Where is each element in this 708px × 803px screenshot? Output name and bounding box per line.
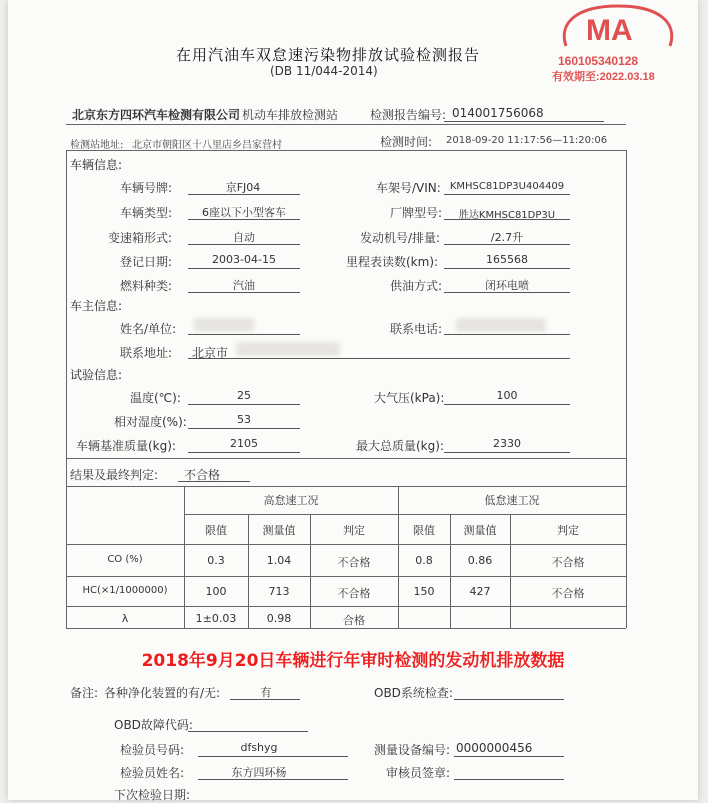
odometer-value: 165568 xyxy=(486,253,528,266)
report-standard: (DB 11/044-2014) xyxy=(270,64,378,78)
base-mass-value: 2105 xyxy=(230,437,258,450)
reviewer-label: 审核员签章: xyxy=(386,766,451,780)
test-time: 2018-09-20 11:17:56—11:20:06 xyxy=(446,135,608,146)
low-limit-header: 限值 xyxy=(413,524,435,537)
pressure-label: 大气压(kPa): xyxy=(374,391,445,405)
high-idle-header: 高怠速工况 xyxy=(263,494,319,507)
redacted-name xyxy=(194,318,254,332)
max-mass-value: 2330 xyxy=(493,437,521,450)
test-section-title: 试验信息: xyxy=(70,368,123,382)
report-title: 在用汽油车双怠速污染物排放试验检测报告 xyxy=(176,46,481,64)
cma-stamp xyxy=(548,2,688,87)
result-label: 结果及最终判定: xyxy=(70,468,159,482)
inspector-no-value: dfshyg xyxy=(240,741,278,754)
base-mass-label: 车辆基准质量(kg): xyxy=(76,439,176,453)
high-measured-header: 测量值 xyxy=(262,524,296,537)
high-judge-header: 判定 xyxy=(343,524,365,537)
table-cell: 不合格 xyxy=(551,556,585,569)
owner-address-label: 联系地址: xyxy=(120,346,173,360)
address-label: 检测站地址: xyxy=(70,140,124,151)
owner-address-value: 北京市 xyxy=(192,346,229,360)
table-cell: 713 xyxy=(268,585,290,598)
table-cell: 0.8 xyxy=(415,554,433,567)
table-row-item: λ xyxy=(121,612,129,625)
note-label: 备注: xyxy=(70,686,99,700)
vin-label: 车架号/VIN: xyxy=(376,181,441,195)
table-cell: 0.86 xyxy=(467,554,493,567)
company-name: 北京东方四环汽车检测有限公司 xyxy=(72,108,241,122)
type-label: 车辆类型: xyxy=(120,206,173,220)
obd-check-label: OBD系统检查: xyxy=(374,686,453,700)
stamp-logo: MA xyxy=(586,14,633,47)
reg-date-label: 登记日期: xyxy=(120,255,173,269)
purifier-label: 各种净化装置的有/无: xyxy=(104,686,221,700)
station-address: 北京市朝阳区十八里店乡吕家营村 xyxy=(132,140,282,151)
engine-label: 发动机号/排量: xyxy=(360,231,441,245)
engine-value: /2.7升 xyxy=(490,231,524,244)
cma-logo-icon xyxy=(548,2,688,52)
report-paper xyxy=(8,0,698,800)
device-no-label: 测量设备编号: xyxy=(374,743,451,757)
stamp-number: 160105340128 xyxy=(558,54,639,68)
reg-date-value: 2003-04-15 xyxy=(212,253,276,266)
gearbox-value: 自动 xyxy=(233,231,255,244)
odometer-label: 里程表读数(km): xyxy=(346,255,439,269)
humidity-label: 相对湿度(%): xyxy=(114,415,187,429)
table-cell: 不合格 xyxy=(551,587,585,600)
device-no-value: 0000000456 xyxy=(456,741,533,755)
brand-label: 厂牌型号: xyxy=(390,206,443,220)
high-limit-header: 限值 xyxy=(205,524,227,537)
max-mass-label: 最大总质量(kg): xyxy=(356,439,444,453)
plate-value: 京FJ04 xyxy=(225,181,261,194)
fuel-label: 燃料种类: xyxy=(120,279,173,293)
table-cell: 1.04 xyxy=(266,554,292,567)
table-cell: 150 xyxy=(413,585,435,598)
inspector-name-value: 东方四环杨 xyxy=(231,766,287,779)
owner-phone-label: 联系电话: xyxy=(390,322,443,336)
type-value: 6座以下小型客车 xyxy=(202,206,286,219)
owner-section-title: 车主信息: xyxy=(70,299,123,313)
redacted-address xyxy=(236,342,340,356)
vehicle-section-title: 车辆信息: xyxy=(70,158,123,172)
plate-label: 车辆号牌: xyxy=(120,181,173,195)
table-cell: 1±0.03 xyxy=(195,612,237,625)
gearbox-label: 变速箱形式: xyxy=(108,231,173,245)
humidity-value: 53 xyxy=(237,413,251,426)
supply-label: 供油方式: xyxy=(390,279,443,293)
owner-name-label: 姓名/单位: xyxy=(120,322,177,336)
inspector-no-label: 检验员号码: xyxy=(120,743,185,757)
station-type: 机动车排放检测站 xyxy=(242,108,339,122)
fuel-value: 汽油 xyxy=(233,279,255,292)
purifier-value: 有 xyxy=(260,686,272,699)
report-no-label: 检测报告编号: xyxy=(370,108,447,122)
low-judge-header: 判定 xyxy=(557,524,579,537)
table-row-item: CO (%) xyxy=(107,554,143,565)
redacted-phone xyxy=(456,318,546,332)
table-cell: 不合格 xyxy=(337,587,371,600)
table-row-item: HC(×1/1000000) xyxy=(82,585,168,596)
table-cell: 100 xyxy=(205,585,227,598)
stamp-validity: 有效期至:2022.03.18 xyxy=(552,71,655,83)
next-date-label: 下次检验日期: xyxy=(114,788,191,802)
table-cell: 不合格 xyxy=(337,556,371,569)
result-verdict: 不合格 xyxy=(184,468,221,482)
table-cell: 合格 xyxy=(343,614,365,627)
low-idle-header: 低怠速工况 xyxy=(484,494,540,507)
table-cell: 0.98 xyxy=(266,612,292,625)
red-caption: 2018年9月20日车辆进行年审时检测的发动机排放数据 xyxy=(141,651,565,671)
low-measured-header: 测量值 xyxy=(463,524,497,537)
inspector-name-label: 检验员姓名: xyxy=(120,766,185,780)
temperature-value: 25 xyxy=(237,389,251,402)
report-no: 014001756068 xyxy=(452,106,544,120)
brand-value: 胜达KMHSC81DP3U xyxy=(458,210,556,221)
pressure-value: 100 xyxy=(496,389,518,402)
supply-value: 闭环电喷 xyxy=(485,279,529,292)
table-cell: 427 xyxy=(469,585,491,598)
obd-code-label: OBD故障代码: xyxy=(114,718,193,732)
time-label: 检测时间: xyxy=(380,135,433,149)
temperature-label: 温度(℃): xyxy=(130,391,181,405)
vin-value: KMHSC81DP3U404409 xyxy=(449,181,565,192)
table-cell: 0.3 xyxy=(207,554,225,567)
